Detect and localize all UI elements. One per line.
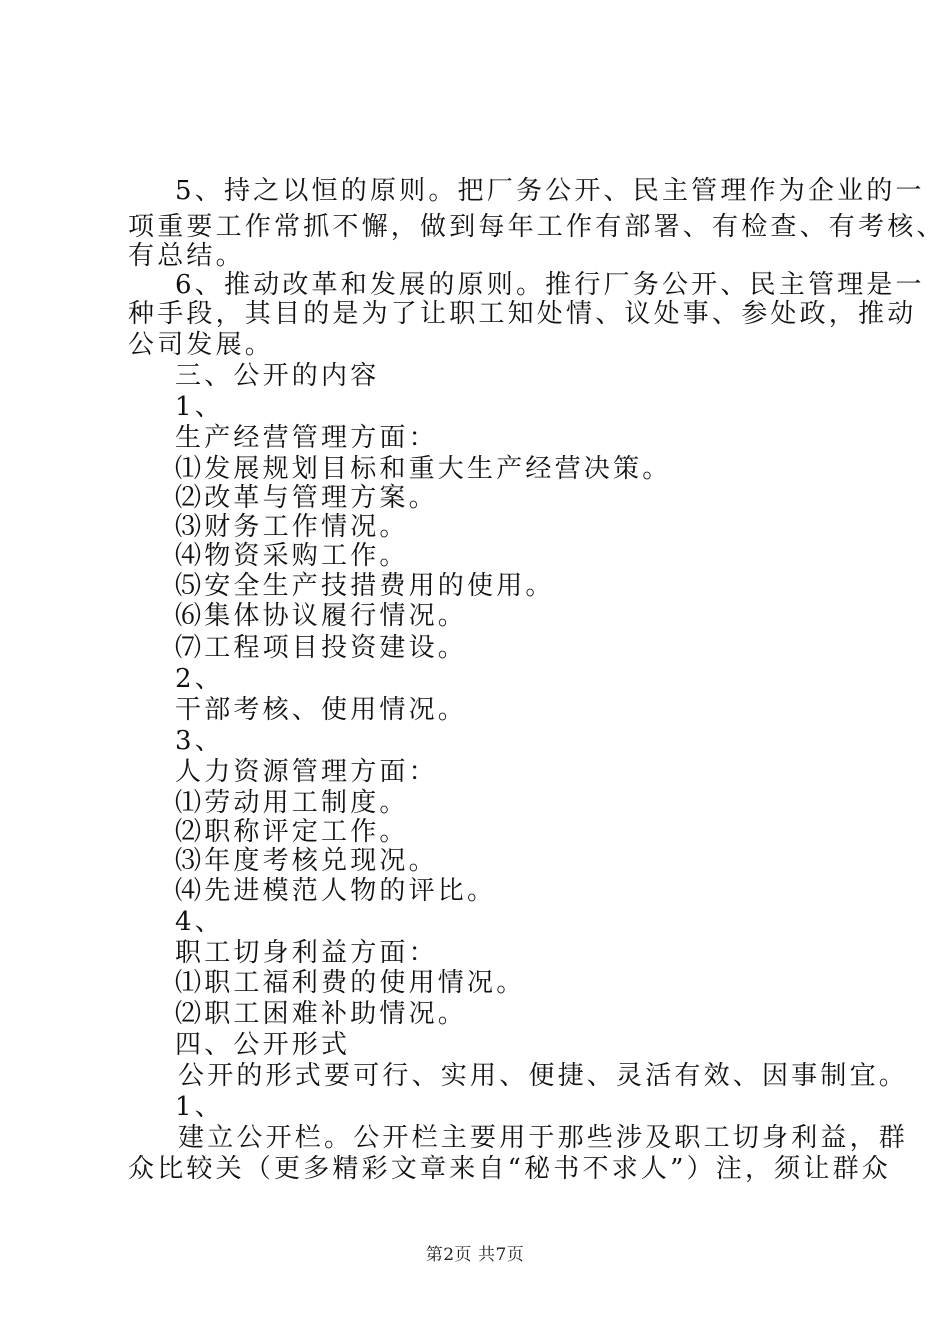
list-item: ⑸安全生产技措费用的使用。 (175, 571, 555, 601)
section-heading: 三、公开的内容 (175, 361, 380, 391)
paragraph-line: 项重要工作常抓不懈，做到每年工作有部署、有检查、有考核、 (128, 212, 946, 242)
list-item: ⑶财务工作情况。 (175, 512, 409, 542)
list-item: ⑵职工困难补助情况。 (175, 999, 468, 1029)
subsection-heading: 生产经营管理方面： (175, 423, 438, 453)
paragraph-line: 6、推动改革和发展的原则。推行厂务公开、民主管理是一 (175, 270, 925, 300)
list-number: 2、 (175, 664, 224, 694)
paragraph-line: 公司发展。 (128, 330, 275, 360)
list-item: ⑵改革与管理方案。 (175, 483, 438, 513)
page-footer: 第2页 共7页 (425, 1245, 525, 1265)
paragraph-line: 公开的形式要可行、实用、便捷、灵活有效、因事制宜。 (178, 1061, 909, 1091)
list-number: 1、 (175, 392, 224, 422)
list-item: ⑷物资采购工作。 (175, 541, 409, 571)
subsection-heading: 干部考核、使用情况。 (175, 695, 468, 725)
paragraph-line: 5、持之以恒的原则。把厂务公开、民主管理作为企业的一 (175, 176, 925, 206)
list-item: ⑷先进模范人物的评比。 (175, 876, 497, 906)
list-item: ⑺工程项目投资建设。 (175, 633, 468, 663)
list-number: 3、 (175, 726, 224, 756)
paragraph-line: 种手段，其目的是为了让职工知处情、议处事、参处政，推动 (128, 299, 917, 329)
list-item: ⑴职工福利费的使用情况。 (175, 968, 526, 998)
list-item: ⑴发展规划目标和重大生产经营决策。 (175, 454, 672, 484)
list-item: ⑹集体协议履行情况。 (175, 601, 468, 631)
list-number: 4、 (175, 907, 224, 937)
subsection-heading: 职工切身利益方面： (175, 938, 438, 968)
list-item: ⑵职称评定工作。 (175, 817, 409, 847)
list-number: 1、 (175, 1092, 224, 1122)
paragraph-line: 有总结。 (128, 241, 245, 271)
paragraph-line: 建立公开栏。公开栏主要用于那些涉及职工切身利益，群 (178, 1123, 909, 1153)
paragraph-line: 众比较关（更多精彩文章来自“秘书不求人”）注，须让群众 (128, 1154, 891, 1184)
list-item: ⑶年度考核兑现况。 (175, 846, 438, 876)
section-heading: 四、公开形式 (175, 1030, 351, 1060)
subsection-heading: 人力资源管理方面： (175, 757, 438, 787)
list-item: ⑴劳动用工制度。 (175, 788, 409, 818)
